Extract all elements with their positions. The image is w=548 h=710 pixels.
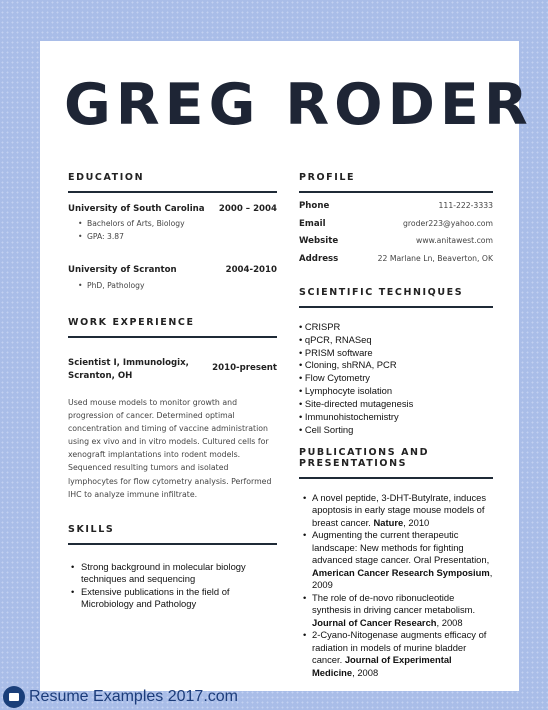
- technique-item: • qPCR, RNASeq: [299, 333, 372, 345]
- contact-email: [299, 219, 493, 237]
- job-description: Used mouse models to monitor growth and progression of cancer. Determined optimal concentration and timing of vaccine administration using ex vivo and in vitro models. Cultured cells for xenograft implantations into rodent models. Sequenced resulting tumors and isolated lymphocytes for flow cytometry analysis. Performed IHC to analyze immune infiltrate.: [68, 398, 272, 499]
- resume-page: [40, 41, 533, 691]
- publications-heading: PUBLICATIONS AND PRESENTATIONS: [299, 446, 430, 469]
- publication-item: • A novel peptide, 3-DHT-Butylrate, induces apoptosis in early stage mouse models of breast cancer. Nature, 2010: [303, 492, 493, 530]
- resume-logo-icon: [3, 686, 25, 708]
- skills-section: [68, 524, 277, 611]
- publication-journal: Journal of Experimental Medicine: [312, 654, 452, 678]
- education-detail: • Bachelors of Arts, Biology: [78, 217, 277, 230]
- techniques-heading: SCIENTIFIC TECHNIQUES: [299, 286, 464, 298]
- techniques-list: [299, 321, 493, 437]
- publication-item: • 2-Cyano-Nitogenase augments efficacy of radiation in models of murine bladder cancer. Journal of Experimental Medicine, 2008: [303, 629, 493, 679]
- skills-divider: [68, 543, 277, 545]
- contact-label: Website: [299, 236, 339, 247]
- publications-list: [303, 492, 493, 680]
- education-detail: • PhD, Pathology: [78, 279, 277, 292]
- publications-section: [299, 447, 493, 680]
- education-details: [78, 217, 277, 243]
- technique-item: • Cloning, shRNA, PCR: [299, 359, 397, 371]
- right-column: [299, 172, 493, 679]
- footer-watermark[interactable]: [3, 684, 238, 710]
- contact-label: Phone: [299, 201, 330, 211]
- job-dates: 2010-present: [212, 363, 277, 373]
- education-entry: [68, 265, 277, 292]
- technique-item: • Cell Sorting: [299, 424, 354, 435]
- technique-item: • Immunohistochemistry: [299, 411, 399, 423]
- education-divider: [68, 191, 277, 193]
- technique-item: • CRISPR: [299, 320, 341, 332]
- publication-item: • Augmenting the current therapeutic landscape: New methods for fighting advanced stage cancer. Oral Presentation, American Cancer Research Symposium, 2009: [303, 529, 493, 592]
- contact-list: [299, 201, 493, 272]
- skills-heading: SKILLS: [68, 523, 115, 535]
- contact-website: [299, 236, 493, 254]
- education-detail: • GPA: 3.87: [78, 230, 277, 243]
- education-heading: EDUCATION: [68, 172, 145, 183]
- job-title: Scientist I, Immunologix, Scranton, OH: [68, 358, 189, 381]
- education-dates: 2004-2010: [225, 265, 277, 275]
- footer-brand-text[interactable]: Resume Examples 2017.com: [29, 688, 238, 705]
- contact-address: [299, 254, 493, 272]
- work-section: [68, 317, 277, 501]
- work-heading: WORK EXPERIENCE: [68, 317, 195, 328]
- resume-name: GREG RODER: [64, 72, 533, 138]
- education-school: University of South Carolina: [68, 204, 205, 214]
- profile-divider: [299, 191, 493, 193]
- publication-item: • The role of de-novo ribonucleotide synthesis in driving cancer metabolism. Journal of Cancer Research, 2008: [303, 592, 493, 630]
- publication-journal: Journal of Cancer Research: [312, 616, 437, 628]
- education-entry: [68, 204, 277, 243]
- technique-item: • PRISM software: [299, 346, 373, 358]
- address-value: 22 Marlane Ln, Beaverton, OK: [377, 254, 493, 264]
- skill-item: • Extensive publications in the field of Microbiology and Pathology: [71, 586, 277, 611]
- education-section: [68, 172, 277, 292]
- education-school: University of Scranton: [68, 265, 177, 275]
- education-details: [78, 279, 277, 292]
- publications-divider: [299, 477, 493, 479]
- phone-value: 111-222-3333: [438, 201, 493, 210]
- technique-item: • Lymphocyte isolation: [299, 385, 393, 397]
- techniques-section: [299, 287, 493, 437]
- skill-item: • Strong background in molecular biology techniques and sequencing: [71, 561, 277, 586]
- techniques-divider: [299, 306, 493, 308]
- email-value: groder223@yahoo.com: [403, 218, 493, 228]
- profile-heading: PROFILE: [299, 172, 356, 183]
- publication-journal: American Cancer Research Symposium: [312, 566, 490, 578]
- profile-section: [299, 172, 493, 272]
- publication-journal: Nature: [373, 516, 404, 528]
- technique-item: • Flow Cytometry: [299, 372, 370, 384]
- work-divider: [68, 336, 277, 338]
- left-column: [68, 172, 277, 611]
- contact-phone: [299, 201, 493, 219]
- technique-item: • Site-directed mutagenesis: [299, 398, 414, 410]
- skills-list: [71, 561, 277, 611]
- education-dates: 2000 – 2004: [218, 204, 277, 214]
- contact-label: Address: [299, 254, 339, 265]
- website-value: www.anitawest.com: [416, 236, 493, 246]
- contact-label: Email: [299, 218, 326, 229]
